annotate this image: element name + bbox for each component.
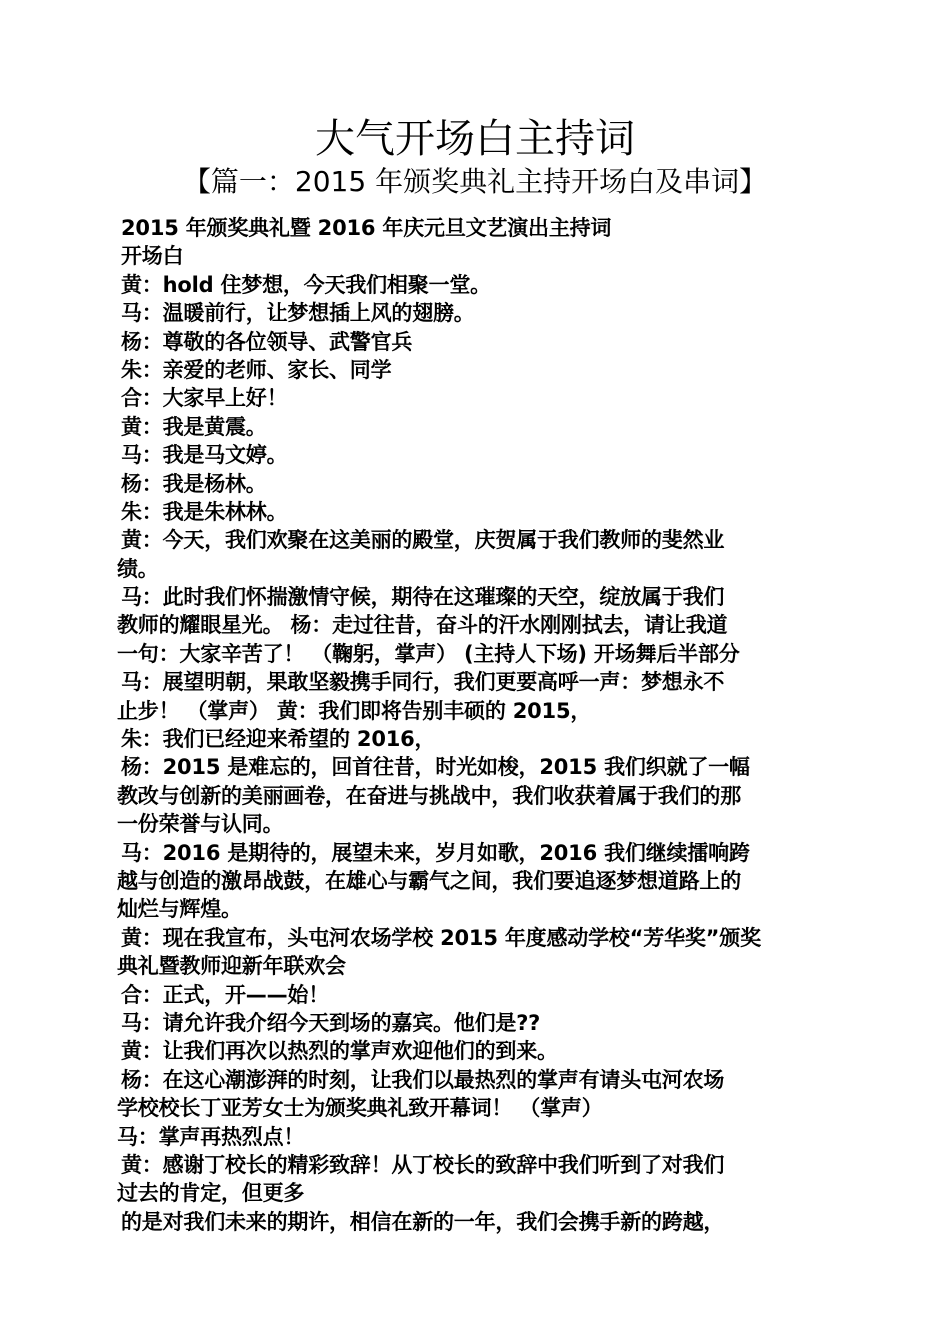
text-line: 开场白	[121, 244, 184, 269]
text-line: 马：2016 是期待的，展望未来，岁月如歌，2016 我们继续擂响跨	[121, 840, 750, 865]
text-line: 灿烂与辉煌。	[117, 897, 242, 922]
text-line: 的是对我们未来的期许，相信在新的一年，我们会携手新的跨越，	[121, 1209, 725, 1234]
text-line: 典礼暨教师迎新年联欢会	[117, 954, 346, 979]
text-line: 朱：我们已经迎来希望的 2016，	[121, 727, 436, 752]
text-line: 黄：hold 住梦想，今天我们相聚一堂。	[121, 272, 491, 297]
text-line: 朱：我是朱林林。	[121, 499, 288, 524]
text-line: 马：展望明朝，果敢坚毅携手同行，我们更要高呼一声：梦想永不	[121, 670, 725, 695]
text-line: 一句：大家辛苦了！ （鞠躬，掌声） (主持人下场) 开场舞后半部分	[117, 641, 740, 666]
text-line: 马：此时我们怀揣激情守候，期待在这璀璨的天空，绽放属于我们	[121, 585, 725, 610]
document-title: 大气开场白主持词	[315, 116, 635, 162]
text-line: 马：温暖前行，让梦想插上风的翅膀。	[121, 301, 475, 326]
text-line: 马：掌声再热烈点！	[117, 1124, 305, 1149]
text-line: 过去的肯定，但更多	[117, 1181, 305, 1206]
text-line: 学校校长丁亚芳女士为颁奖典礼致开幕词！ （掌声）	[117, 1096, 603, 1121]
text-line: 杨：2015 是难忘的，回首往昔，时光如梭，2015 我们织就了一幅	[121, 755, 750, 780]
text-line: 合：大家早上好！	[121, 386, 288, 411]
text-line: 越与创造的激昂战鼓，在雄心与霸气之间，我们要追逐梦想道路上的	[117, 868, 741, 893]
text-line: 杨：尊敬的各位领导、武警官兵	[121, 329, 413, 354]
text-line: 2015 年颁奖典礼暨 2016 年庆元旦文艺演出主持词	[121, 216, 612, 240]
text-line: 黄：感谢丁校长的精彩致辞！从丁校长的致辞中我们听到了对我们	[121, 1152, 725, 1177]
text-line: 杨：在这心潮澎湃的时刻，让我们以最热烈的掌声有请头屯河农场	[121, 1067, 725, 1092]
document-body	[117, 214, 833, 1236]
text-line: 合：正式，开——始！	[121, 982, 329, 1007]
text-line: 止步！ （掌声） 黄：我们即将告别丰硕的 2015，	[117, 698, 592, 723]
text-line: 一份荣誉与认同。	[117, 812, 284, 837]
text-line: 朱：亲爱的老师、家长、同学	[121, 357, 392, 382]
text-line: 黄：让我们再次以热烈的掌声欢迎他们的到来。	[121, 1039, 558, 1064]
text-line: 杨：我是杨林。	[121, 471, 267, 496]
text-line: 教改与创新的美丽画卷，在奋进与挑战中，我们收获着属于我们的那	[117, 783, 741, 808]
text-line: 黄：现在我宣布，头屯河农场学校 2015 年度感动学校“芳华奖”颁奖	[121, 925, 761, 950]
text-line: 黄：今天，我们欢聚在这美丽的殿堂，庆贺属于我们教师的斐然业	[121, 528, 725, 553]
text-line: 马：我是马文婷。	[121, 443, 288, 468]
text-line: 绩。	[117, 556, 159, 581]
document-subtitle: 【篇一：2015 年颁奖典礼主持开场白及串词】	[182, 165, 768, 198]
text-line: 教师的耀眼星光。 杨：走过往昔，奋斗的汗水刚刚拭去，请让我道	[117, 613, 728, 638]
text-line: 黄：我是黄震。	[121, 414, 267, 439]
text-line: 马：请允许我介绍今天到场的嘉宾。他们是??	[121, 1010, 541, 1035]
